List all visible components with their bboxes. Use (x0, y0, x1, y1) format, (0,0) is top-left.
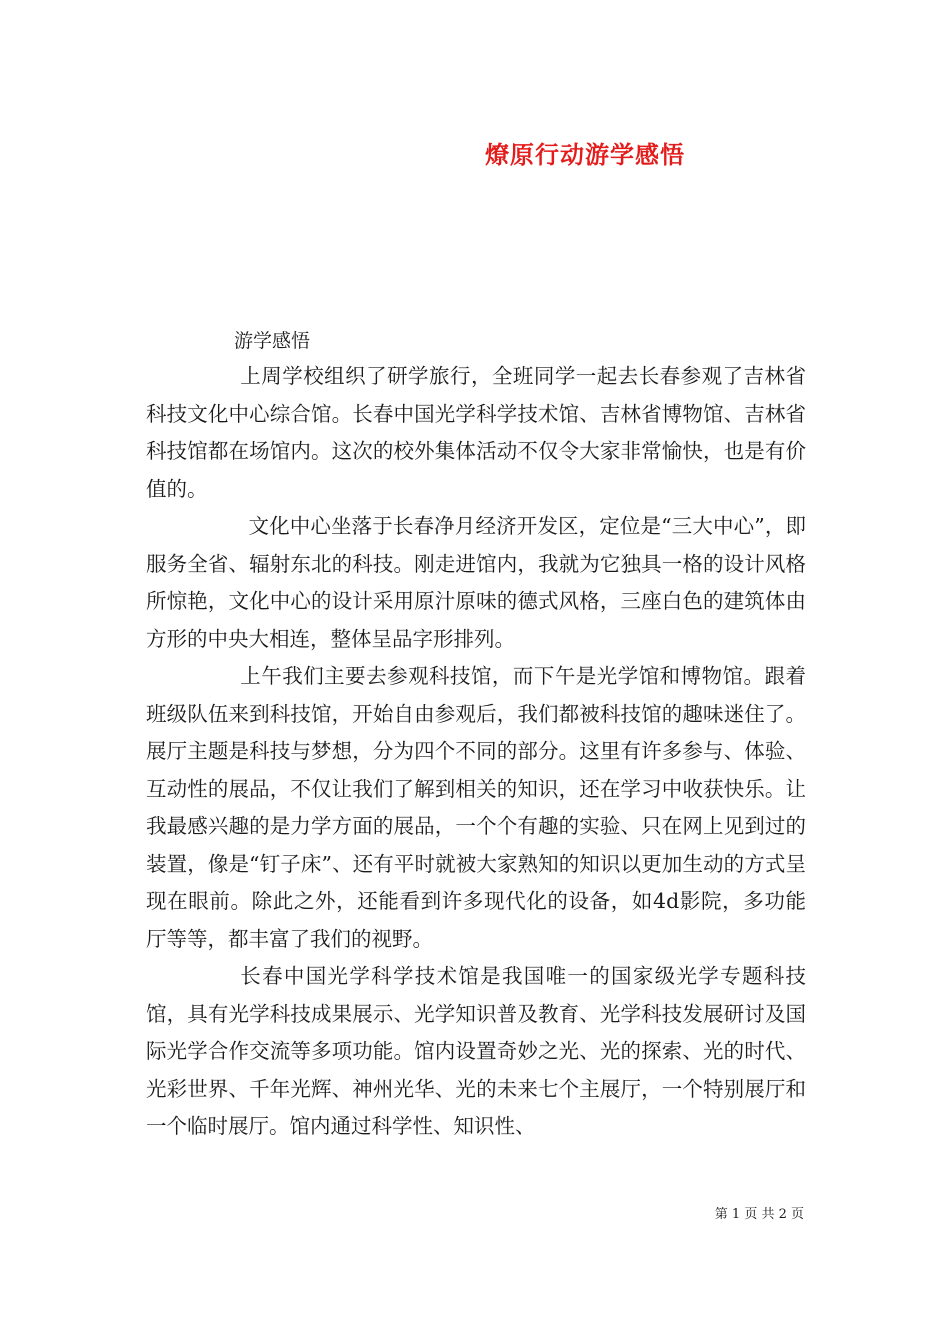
paragraph-3: 上午我们主要去参观科技馆，而下午是光学馆和博物馆。跟着班级队伍来到科技馆，开始自由参观后，我们都被科技馆的趣味迷住了。展厅主题是科技与梦想，分为四个不同的部分。这里有许多参与、体验、互动性的展品，不仅让我们了解到相关的知识，还在学习中收获快乐。让我最感兴趣的是力学方面的展品，一个个有趣的实验、只在网上见到过的装置，像是“钉子床”、还有平时就被大家熟知的知识以更加生动的方式呈现在眼前。除此之外，还能看到许多现代化的设备，如4d影院，多功能厅等等，都丰富了我们的视野。 (146, 664, 806, 951)
document-subtitle: 游学感悟 (234, 330, 311, 352)
document-title: 燎原行动游学感悟 (485, 140, 685, 169)
document-body (146, 358, 806, 1146)
page-footer: 第 1 页 共 2 页 (714, 1207, 804, 1222)
paragraph-2: 文化中心坐落于长春净月经济开发区，定位是“三大中心”，即服务全省、辐射东北的科技。刚走进馆内，我就为它独具一格的设计风格所惊艳，文化中心的设计采用原汁原味的德式风格，三座白色的建筑体由方形的中央大相连，整体呈品字形排列。 (146, 514, 806, 651)
paragraph-1: 上周学校组织了研学旅行，全班同学一起去长春参观了吉林省科技文化中心综合馆。长春中国光学科学技术馆、吉林省博物馆、吉林省科技馆都在场馆内。这次的校外集体活动不仅令大家非常愉快，也是有价值的。 (146, 364, 806, 501)
paragraph-4: 长春中国光学科学技术馆是我国唯一的国家级光学专题科技馆，具有光学科技成果展示、光学知识普及教育、光学科技发展研讨及国际光学合作交流等多项功能。馆内设置奇妙之光、光的探索、光的时代、光彩世界、千年光辉、神州光华、光的未来七个主展厅，一个特别展厅和一个临时展厅。馆内通过科学性、知识性、 (146, 964, 806, 1138)
